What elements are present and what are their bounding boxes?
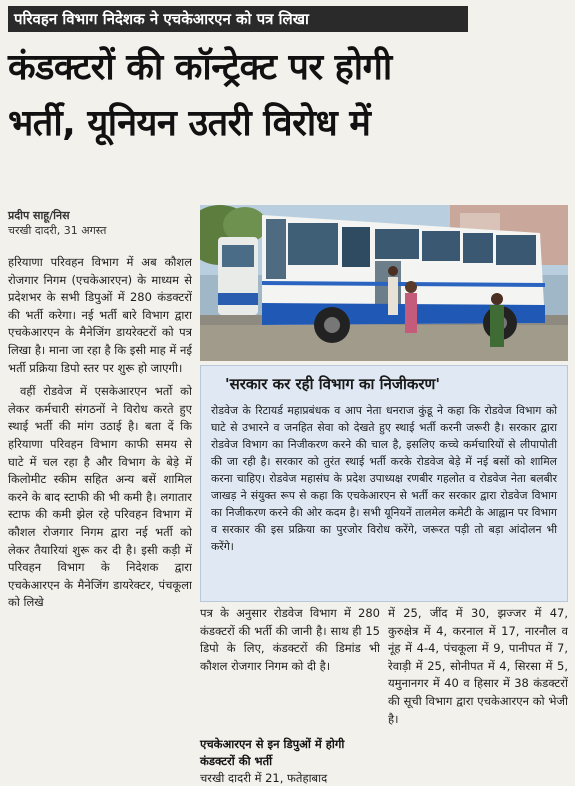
column3-text: में 25, जींद में 30, झज्जर में 47, कुरुक्षेत्र में 4, करनाल में 17, नारनौल व नूंह में 4-4, पंचकूला में 9, पानीपत में 7, रेवाड़ी में 25, सोनीपत में 4, सिरसा में 5, यमुनानगर में 40 व हिसार में 38 कंडक्टरों की सूची विभाग द्वारा एचकेआरएन को भेजी है। — [388, 606, 568, 726]
sidebar-box-body: रोडवेज के रिटायर्ड महाप्रबंधक व आप नेता धनराज कुंडू ने कहा कि रोडवेज विभाग को घाटे से उभारने व जनहित सेवा को देखते हुए स्थाई भर्ती करनी जरूरी है। सरकार द्वारा रोडवेज विभाग का निजीकरण करने की चाल है, इसलिए कच्चे कर्मचारियों से लीपापोती की जा रही है। सरकार को तुरंत स्थाई भर्ती करके रोडवेज बेड़े में नई बसों को शामिल करना चाहिए। रोडवेज महासंघ के प्रदेश उपाध्यक्ष रणबीर गहलोत व रोडवेज नेता बलबीर जाखड़ ने संयुक्त रूप से कहा कि एचकेआरएन से भर्ती कर सरकार द्वारा रोडवेज विभाग का निजीकरण करने की ओर कदम है। सभी यूनियनें तालमेल कमेटी के आह्वान पर विभाग व सरकार की इस प्रक्रिया का पुरजोर विरोध करेंगे, जरूरत पड़ी तो बड़ा आंदोलन भी करेंगे। — [211, 404, 557, 553]
headline-line-1: कंडक्टरों की कॉन्ट्रेक्ट पर होगी — [8, 47, 392, 88]
column1-paragraph-1: हरियाणा परिवहन विभाग में अब कौशल रोजगार निगम (एचकेआरएन) के माध्यम से प्रदेशभर के सभी डिपुओं में 280 कंडक्टरों की भर्ती करेगा। नई भर्ती बारे विभाग द्वारा एचकेआरएन के मैनेजिंग डायरेक्टरों को पत्र लिखा है। माना जा रहा है कि इसी माह में नई भर्ती प्रक्रिया डिपो स्तर पर शुरू हो जाएगी। — [8, 255, 192, 375]
bus-photo — [200, 205, 568, 361]
column2-dateline: चरखी दादरी में 21, फतेहाबाद — [200, 771, 328, 785]
article-column-2-dateline — [200, 770, 380, 786]
byline — [8, 208, 188, 238]
bus-illustration — [200, 205, 568, 361]
sidebar-box — [200, 365, 568, 602]
byline-place-date: चरखी दादरी, 31 अगस्त — [8, 224, 107, 237]
depot-list-subhead: एचकेआरएन से इन डिपुओं में होगी कंडक्टरों की भर्ती — [200, 737, 345, 768]
headline-line-2: भर्ती, यूनियन उतरी विरोध में — [8, 103, 371, 144]
column2-text: पत्र के अनुसार रोडवेज विभाग में 280 कंडक्टरों की भर्ती की जानी है। साथ ही 15 डिपो के लिए, कंडक्टरों की डिमांड भी कौशल रोजगार निगम को दी है। — [200, 606, 380, 673]
kicker-banner: परिवहन विभाग निदेशक ने एचकेआरएन को पत्र लिखा — [8, 6, 468, 32]
article-column-3 — [388, 605, 568, 785]
column1-paragraph-2: वहीं रोडवेज में एसकेआरएन भर्तो को लेकर कर्मचारी संगठनों ने विरोध करते हुए स्थाई भर्ती की मांग उठाई है। बता दें कि हरियाणा परिवहन विभाग काफी समय से घाटे में चल रहा है और विभाग के बेड़े में किलोमीट स्कीम सहित अन्य बसें शामिल करने के बाद स्टाफी की भी कमी है। लगातार स्टाफ की कमी झेल रहे परिवहन विभाग में कौशल रोजगार निगम द्वारा नई भर्ती को लेकर तैयारियां शुरू कर दी है। इसी कड़ी में परिवहन विभाग के निदेशक द्वारा एचकेआरएन के मैनेजिंग डायरेक्टर, पंचकूला को लिखे — [8, 384, 192, 610]
article-column-1 — [8, 254, 192, 784]
byline-author: प्रदीप साहू/निस — [8, 209, 70, 222]
headline — [8, 40, 568, 152]
sidebar-box-title: 'सरकार कर रही विभाग का निजीकरण' — [225, 375, 440, 393]
article-column-2 — [200, 605, 380, 709]
